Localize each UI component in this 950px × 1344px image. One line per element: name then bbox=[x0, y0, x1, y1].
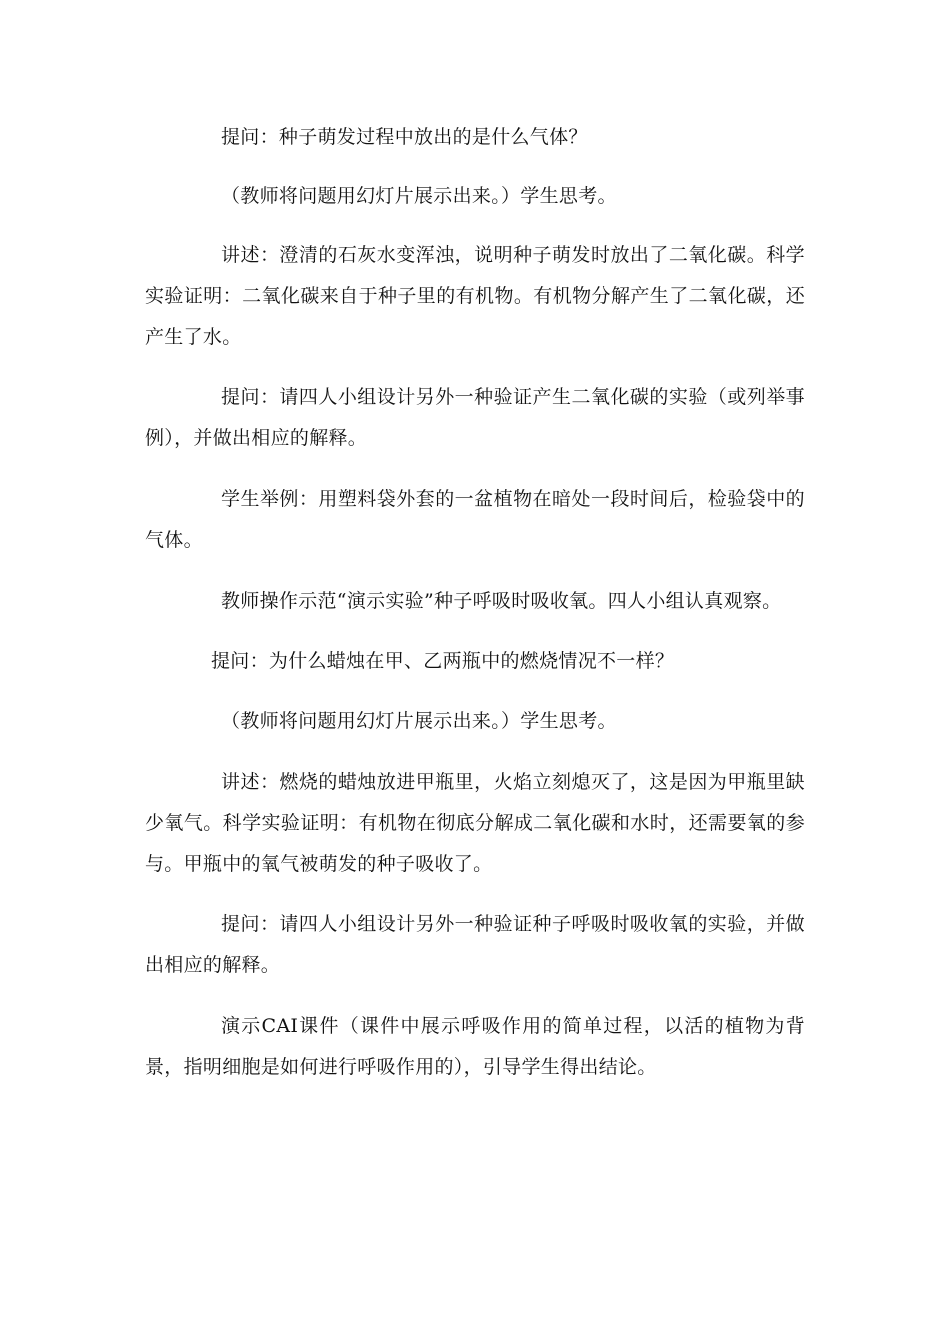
paragraph-explain-co2: 讲述：澄清的石灰水变浑浊，说明种子萌发时放出了二氧化碳。科学实验证明：二氧化碳来自于种子里的有机物。有机物分解产生了二氧化碳，还产生了水。 bbox=[145, 244, 805, 348]
paragraph-question-co2-experiment: 提问：请四人小组设计另外一种验证产生二氧化碳的实验（或列举事例），并做出相应的解释。 bbox=[145, 386, 805, 449]
paragraph-slide-thinking-2: （教师将问题用幻灯片展示出来。）学生思考。 bbox=[221, 710, 617, 732]
paragraph-question-candle: 提问：为什么蜡烛在甲、乙两瓶中的燃烧情况不一样？ bbox=[211, 650, 675, 672]
paragraph-cai-demo: 演示CAI课件（课件中展示呼吸作用的简单过程，以活的植物为背景，指明细胞是如何进行呼吸作用的），引导学生得出结论。 bbox=[145, 1015, 805, 1078]
paragraph-question-oxygen-experiment: 提问：请四人小组设计另外一种验证种子呼吸时吸收氧的实验，并做出相应的解释。 bbox=[145, 913, 805, 976]
paragraph-teacher-demo: 教师操作示范“演示实验”种子呼吸时吸收氧。四人小组认真观察。 bbox=[221, 590, 782, 612]
paragraph-explain-oxygen: 讲述：燃烧的蜡烛放进甲瓶里，火焰立刻熄灭了，这是因为甲瓶里缺少氧气。科学实验证明：有机物在彻底分解成二氧化碳和水时，还需要氧的参与。甲瓶中的氧气被萌发的种子吸收了。 bbox=[145, 771, 805, 875]
paragraph-slide-thinking-1: （教师将问题用幻灯片展示出来。）学生思考。 bbox=[221, 185, 617, 207]
paragraph-question-gas: 提问：种子萌发过程中放出的是什么气体？ bbox=[221, 126, 588, 148]
paragraph-student-example: 学生举例：用塑料袋外套的一盆植物在暗处一段时间后，检验袋中的气体。 bbox=[145, 488, 805, 551]
